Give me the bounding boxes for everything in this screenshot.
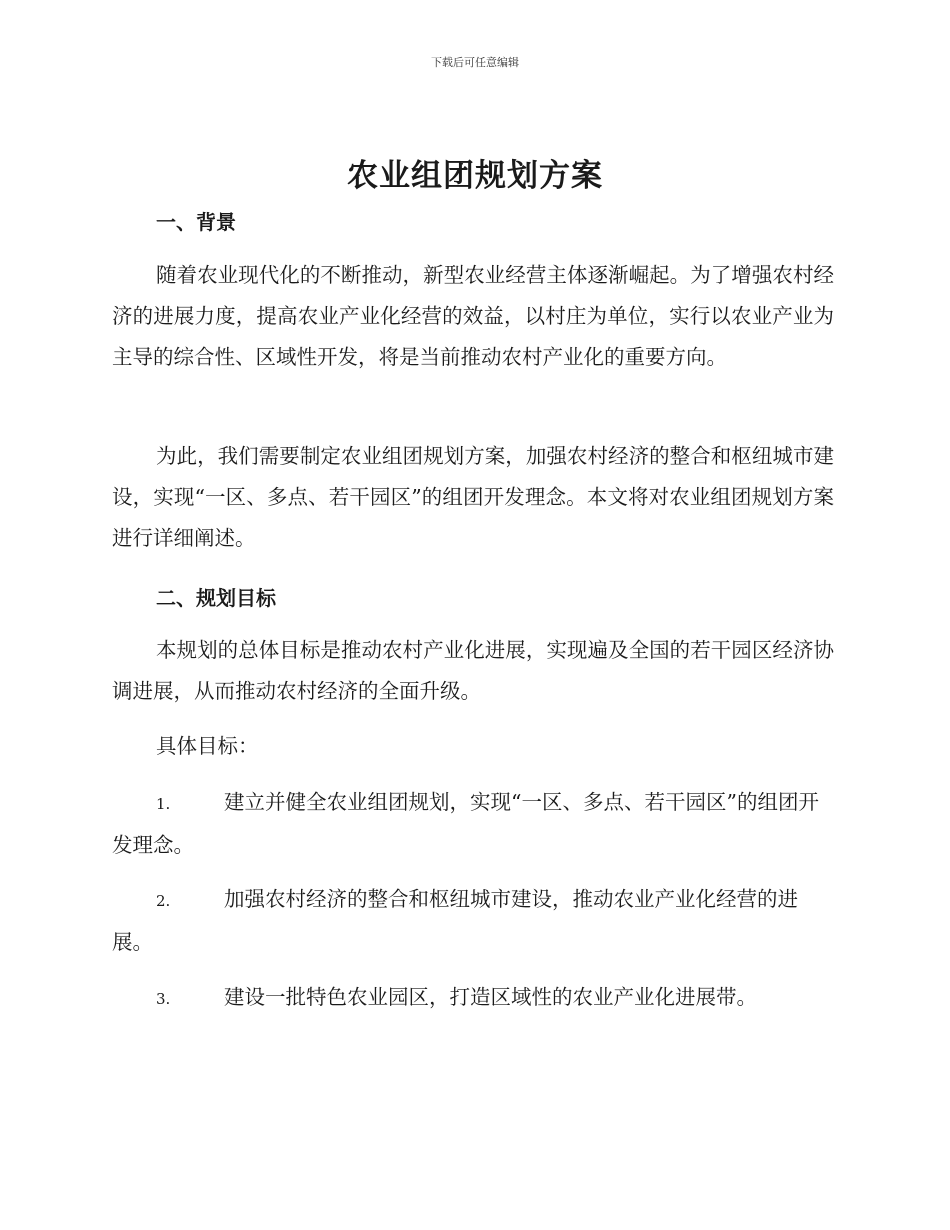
paragraph-text: 随着农业现代化的不断推动，新型农业经营主体逐渐崛起。为了增强农村经济的进展力度，提高农业产业化经营的效益，以村庄为单位，实行以农业产业为主导的综合性、区域性开发，将是当前推动农村产业化的重要方向。 — [112, 263, 834, 369]
paragraph-text: 为此，我们需要制定农业组团规划方案，加强农村经济的整合和枢纽城市建设，实现“一区、多点、若干园区”的组团开发理念。本文将对农业组团规划方案进行详细阐述。 — [112, 444, 834, 550]
list-item — [112, 782, 834, 866]
header-note: 下载后可任意编辑 — [431, 56, 519, 69]
document-title: 农业组团规划方案 — [347, 158, 603, 194]
background-paragraph-2 — [112, 436, 834, 559]
list-number: 1. — [156, 795, 171, 813]
list-number: 2. — [156, 892, 171, 910]
paragraph-text: 本规划的总体目标是推动农村产业化进展，实现遍及全国的若干园区经济协调进展，从而推动农村经济的全面升级。 — [112, 638, 834, 703]
list-number: 3. — [156, 990, 171, 1008]
goals-paragraph-1 — [112, 630, 834, 712]
list-text: 建设一批特色农业园区，打造区域性的农业产业化进展带。 — [224, 985, 757, 1009]
section-heading-background: 一、背景 — [156, 210, 236, 234]
goals-paragraph-2 — [112, 726, 834, 767]
list-item — [112, 879, 834, 963]
background-paragraph-1 — [112, 255, 834, 378]
list-text: 加强农村经济的整合和枢纽城市建设，推动农业产业化经营的进展。 — [112, 887, 798, 954]
list-item — [112, 977, 834, 1020]
list-text: 建立并健全农业组团规划，实现“一区、多点、若干园区”的组团开发理念。 — [112, 790, 819, 857]
section-heading-goals: 二、规划目标 — [156, 586, 276, 610]
paragraph-text: 具体目标： — [156, 734, 259, 758]
